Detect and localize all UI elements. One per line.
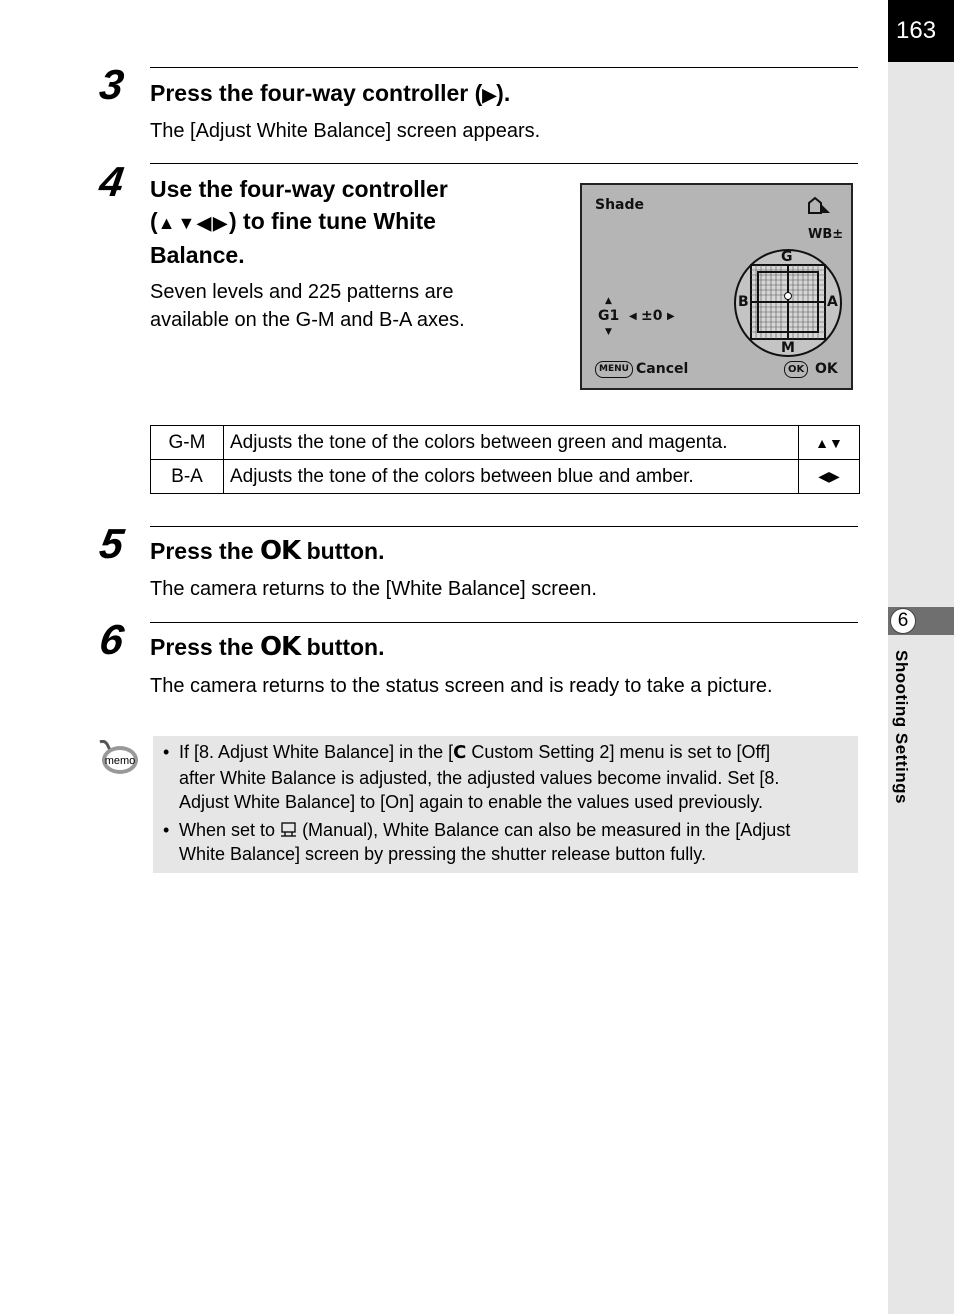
lcd-down-arrow-icon: ▼	[605, 327, 612, 337]
memo-item2-line2: White Balance] screen by pressing the shutter release button fully.	[179, 844, 706, 864]
memo-item	[179, 740, 848, 815]
step4-heading-line3: Balance.	[150, 242, 245, 268]
step6-heading	[150, 631, 385, 663]
step4-heading-line2	[150, 205, 448, 239]
chapter-title: Shooting Settings	[892, 650, 911, 804]
step3-heading	[150, 77, 510, 111]
memo-item2-pre: When set to	[179, 819, 281, 840]
manual-wb-icon	[280, 822, 297, 837]
lcd-left-arrow-icon: ◀	[629, 311, 637, 322]
lcd-g-value: G1	[598, 308, 620, 324]
memo-item1-post: Custom Setting 2] menu is set to [Off]	[466, 742, 771, 762]
memo-icon-label: memo	[104, 755, 136, 767]
step4-body-line2: available on the G-M and B-A axes.	[150, 309, 465, 331]
shade-icon	[806, 196, 832, 216]
lcd-cancel: Cancel	[636, 361, 689, 377]
right-arrow-icon: ▶	[482, 85, 497, 105]
memo-icon	[98, 740, 140, 776]
ok-button-icon: OK	[259, 632, 301, 662]
memo-box	[153, 736, 858, 873]
step5-number: 5	[96, 520, 127, 567]
step5-body: The camera returns to the [White Balance] screen.	[150, 578, 597, 600]
adjust-white-balance-screen	[580, 183, 853, 390]
lcd-up-arrow-icon: ▲	[605, 296, 612, 306]
step3-body: The [Adjust White Balance] screen appears.	[150, 120, 541, 142]
step5-heading-pre: Press the	[150, 538, 260, 564]
lcd-mode: Shade	[595, 197, 645, 213]
memo-item1-pre: If [8. Adjust White Balance] in the [	[179, 742, 454, 762]
step5-rule	[150, 526, 858, 527]
table-row	[151, 426, 860, 460]
memo-item	[179, 818, 848, 867]
step5-heading-post: button.	[300, 538, 385, 564]
page-number: 163	[888, 0, 954, 62]
lcd-g-label: G	[781, 249, 793, 265]
step3-heading-post: ).	[496, 80, 511, 106]
ok-button-icon: OK	[259, 536, 301, 566]
step4-body	[150, 278, 465, 334]
step4-heading	[150, 173, 448, 271]
lcd-ok-key: OK	[784, 361, 808, 378]
lcd-wb: WB±	[808, 227, 844, 242]
step3-number: 3	[96, 61, 127, 108]
step4-rule	[150, 163, 858, 164]
step4-body-line1: Seven levels and 225 patterns are	[150, 281, 454, 303]
desc-cell: Adjusts the tone of the colors between green and magenta.	[224, 426, 799, 460]
desc-cell: Adjusts the tone of the colors between blue and amber.	[224, 460, 799, 494]
lcd-ba-value: ±0	[641, 308, 663, 324]
lcd-m-label: M	[781, 340, 795, 356]
step4-heading-line1: Use the four-way controller	[150, 176, 448, 202]
lcd-right-arrow-icon: ▶	[667, 311, 675, 322]
keys-cell: ◀▶	[799, 460, 860, 494]
lcd-menu-key: MENU	[595, 361, 633, 378]
axes-table	[150, 425, 860, 494]
custom-setting-icon: C	[453, 742, 467, 763]
lcd-a-label: A	[827, 294, 838, 310]
step4-number: 4	[96, 158, 127, 205]
step3-heading-pre: Press the four-way controller (	[150, 80, 483, 106]
lcd-b-label: B	[738, 294, 749, 310]
memo-item2-post: (Manual), White Balance can also be measured in the [Adjust	[297, 819, 791, 840]
axis-cell: B-A	[151, 460, 224, 494]
step6-body: The camera returns to the status screen and is ready to take a picture.	[150, 675, 773, 697]
step6-rule	[150, 622, 858, 623]
step4-paren-open: (	[150, 208, 158, 234]
step3-rule	[150, 67, 858, 68]
step4-heading-line2-text: ) to fine tune White	[229, 208, 436, 234]
step5-heading	[150, 535, 385, 567]
memo-item1-line2: after White Balance is adjusted, the adjusted values become invalid. Set [8.	[179, 767, 780, 788]
lcd-ok: OK	[815, 361, 838, 377]
step6-number: 6	[96, 616, 127, 663]
four-way-arrows-icon: ▲▼◀▶	[157, 213, 229, 233]
chapter-number: 6	[890, 608, 916, 634]
step6-heading-post: button.	[300, 634, 385, 660]
axis-cell: G-M	[151, 426, 224, 460]
step6-heading-pre: Press the	[150, 634, 260, 660]
keys-cell: ▲▼	[799, 426, 860, 460]
memo-item1-line3: Adjust White Balance] to [On] again to enable the values used previously.	[179, 792, 764, 812]
table-row	[151, 460, 860, 494]
